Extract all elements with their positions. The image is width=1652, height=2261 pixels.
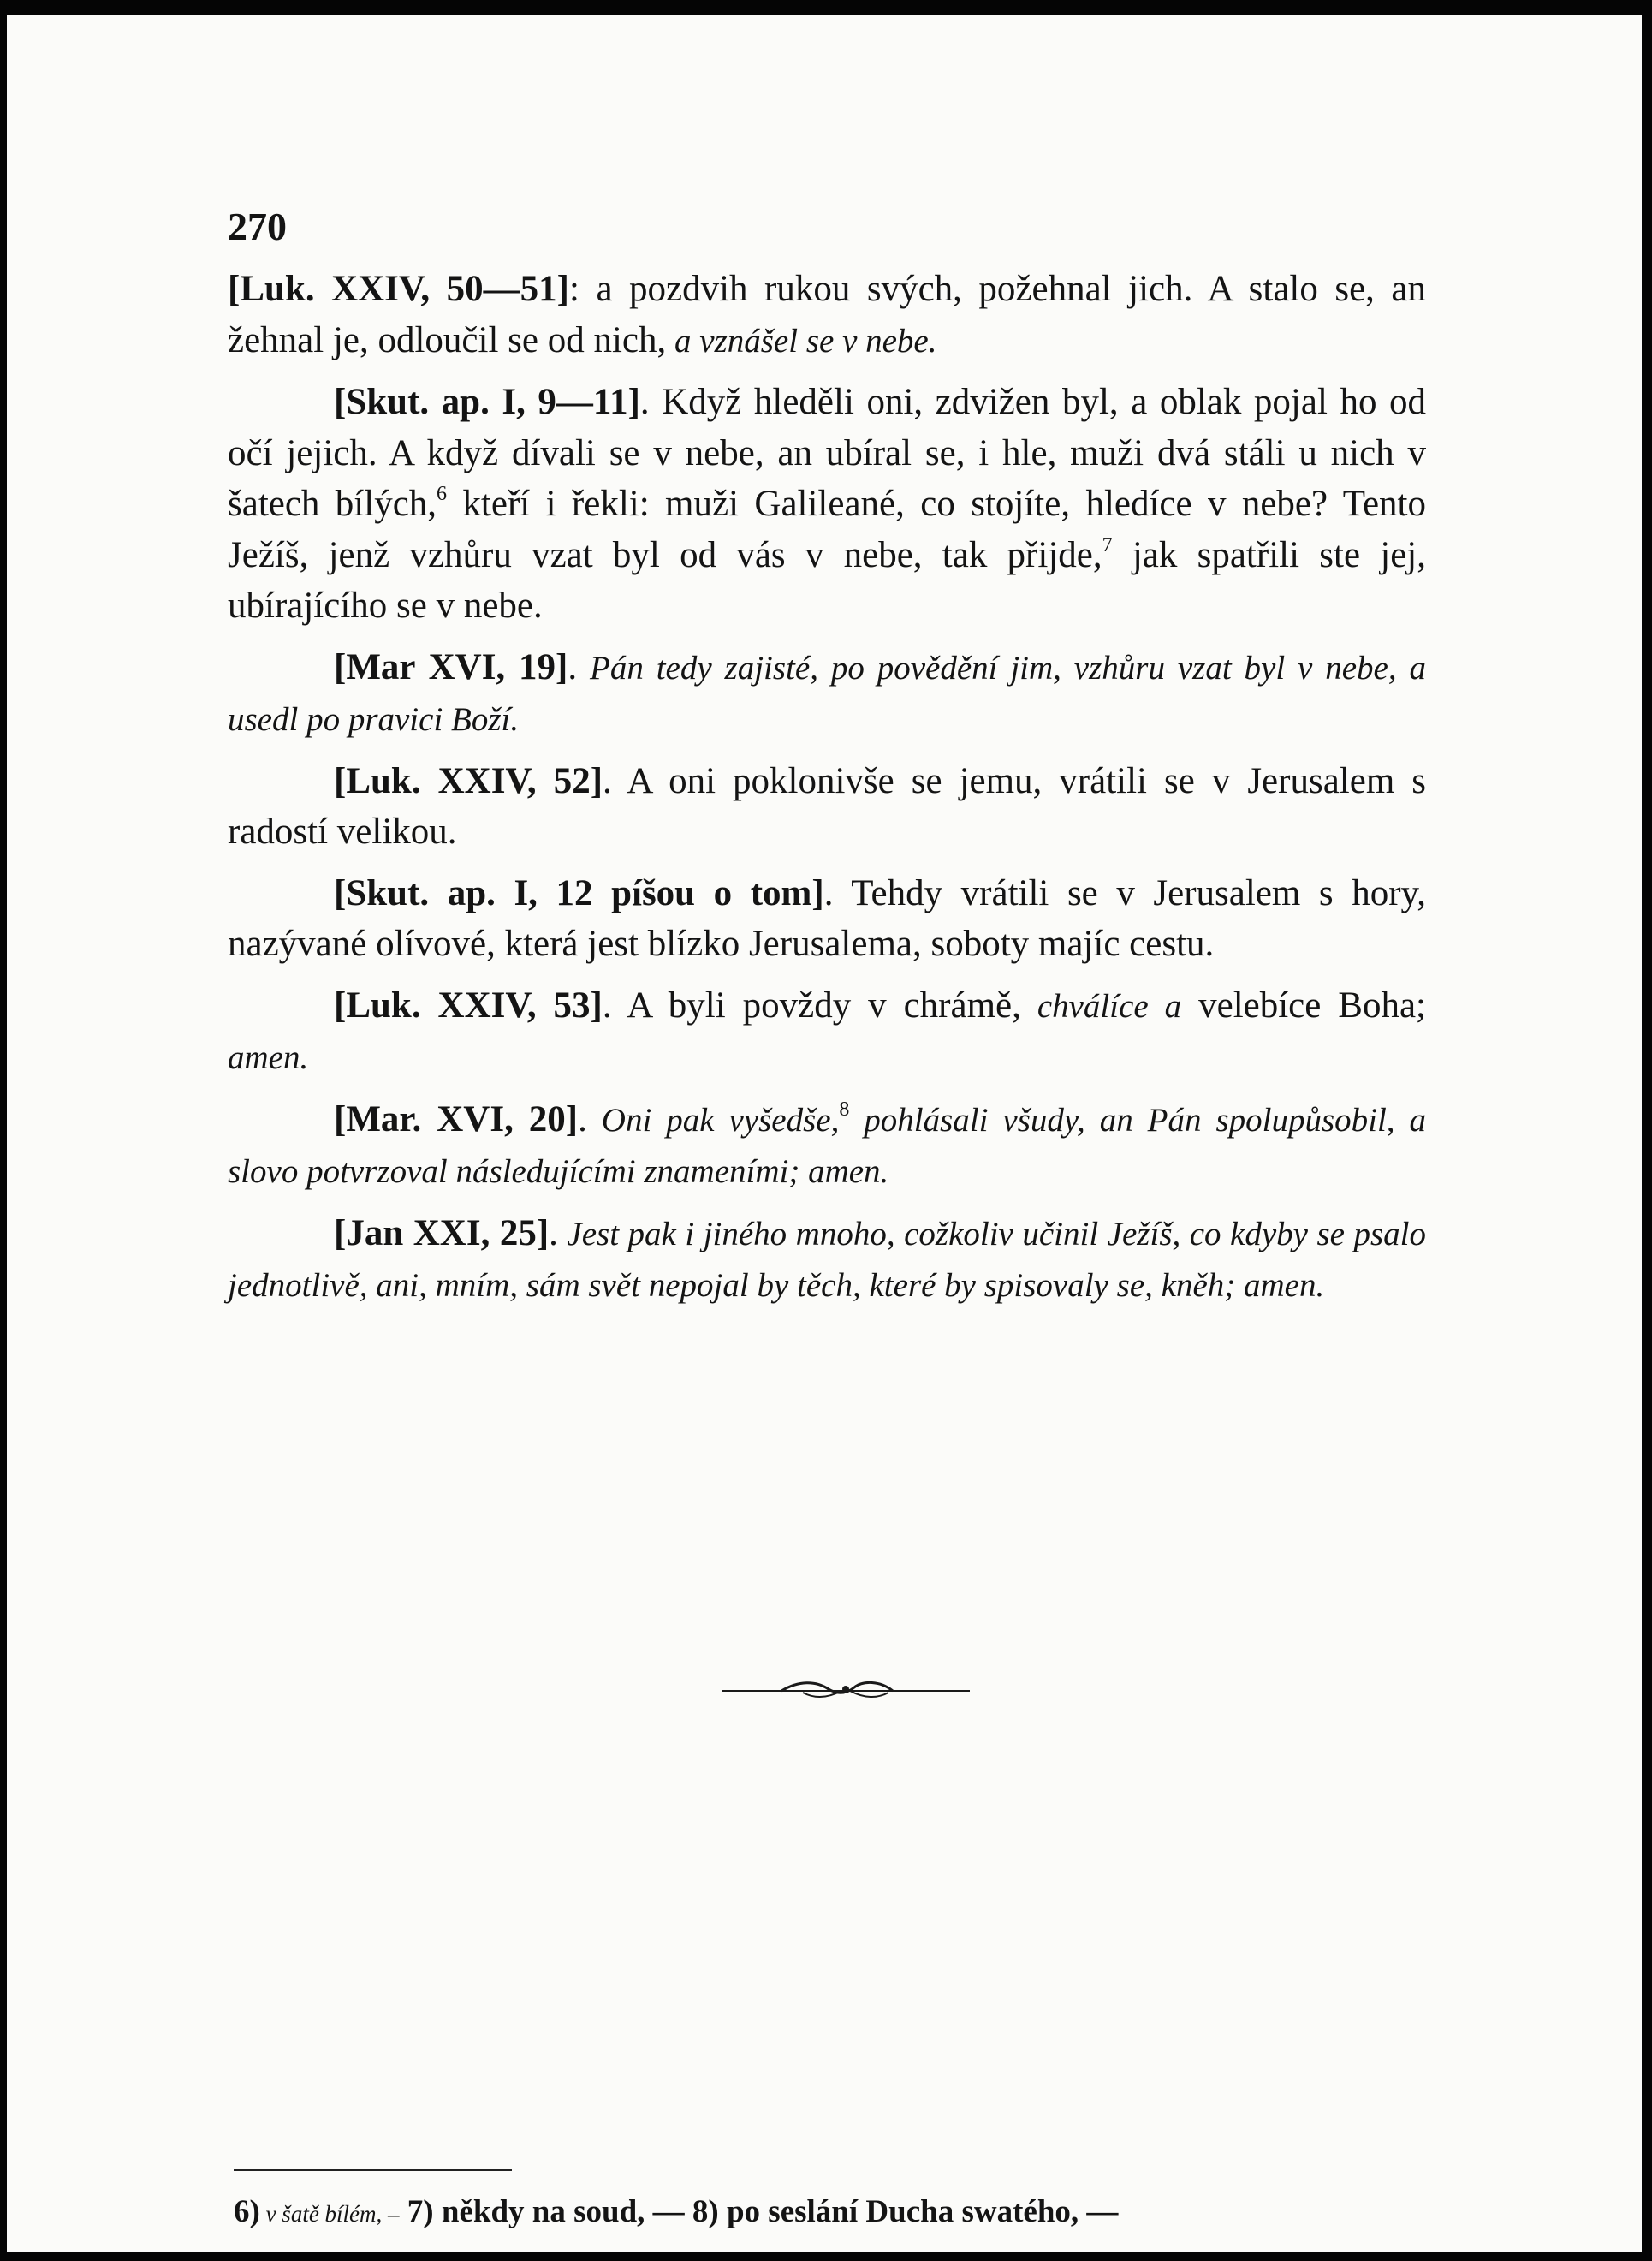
paragraph-7 [228,1094,1426,1198]
paragraph-1 [228,264,1426,366]
verse-text: . A byli povždy v chrámě, [602,985,1021,1026]
paragraph-3 [228,642,1426,746]
verse-italic: chválíce a [1020,987,1182,1025]
verse-text: kteří i řekli: muži Galileané, co stojíte, hledíce v nebe? Tento Ježíš, jenž vzhůru vzat byl od vás v nebe, tak přijde, [228,484,1426,575]
paragraph-6 [228,980,1426,1084]
verse-reference: [Luk. XXIV, 50—51] [228,269,569,309]
end-ornament [722,1672,970,1706]
verse-reference: [Skut. ap. I, 12 píšou o tom] [334,872,824,913]
verse-reference: [Mar. XVI, 20] [334,1098,579,1139]
paragraph-8 [228,1208,1426,1312]
footnote-6-text: v šatě bílém, – [259,2201,400,2227]
main-text [228,264,1426,1312]
verse-reference: [Jan XXI, 25] [334,1212,550,1253]
footnote-marker: 8 [839,1098,850,1121]
verse-italic: a vznášel se v nebe. [666,322,937,360]
verse-italic: Oni pak vyšedše, [586,1101,840,1139]
verse-reference: [Skut. ap. I, 9—11] [334,382,640,422]
verse-italic: amen. [228,1039,309,1076]
verse-text: . [568,646,578,687]
verse-text: . [578,1098,587,1139]
verse-reference: [Luk. XXIV, 52] [334,760,603,801]
verse-text: . Tehdy vrátili se v Jerusalem s hory, nazývané olívové, která jest blízko Jerusalema, soboty majíc cestu. [228,872,1427,964]
verse-reference: [Luk. XXIV, 53] [334,985,603,1026]
footnote-rule [234,2169,512,2171]
verse-italic: pohlásali všudy, an Pán spolupůsobil, a slovo potvrzoval následujícími znameními; amen. [228,1101,1426,1190]
footnote-marker: 6 [437,483,448,505]
verse-text: . A oni poklonivše se jemu, vrátili se v Jerusalem s radostí velikou. [228,760,1427,852]
paragraph-5 [228,868,1426,970]
verse-text: . Když hleděli oni, zdvižen byl, a oblak pojal ho od očí jejich. A když dívali se v nebe, an ubíral se, i hle, muži dvá stáli u nich v šatech bílých, [228,382,1427,524]
verse-italic: Jest pak i jiného mnoho, cožkoliv učinil Ježíš, co kdyby se psalo jednotlivě, ani, mním, sám svět nepojal by těch, které by spisovaly se, kněh; amen. [228,1215,1426,1304]
verse-italic: Pán tedy zajisté, po povědění jim, vzhůru vzat byl v nebe, a usedl po pravici Boží. [228,649,1426,738]
page-number: 270 [228,205,287,248]
verse-text: velebíce Boha; [1181,985,1426,1026]
verse-text: . [549,1212,558,1253]
paragraph-2 [228,377,1426,632]
verse-text: jak spatřili ste jej, ubírajícího se v nebe. [228,534,1427,626]
footnote-marker: 7 [1102,533,1113,556]
book-page [7,15,1642,2252]
footnote-6-number: 6) [234,2194,260,2229]
footnote-7-8-text: 7) někdy na soud, — 8) po seslání Ducha swatého, — [399,2194,1119,2229]
paragraph-4 [228,756,1426,858]
verse-reference: [Mar XVI, 19] [334,646,568,687]
verse-text: : a pozdvih rukou svých, požehnal jich. A stalo se, an žehnal je, odloučil se od nich, [228,269,1427,360]
footnotes [234,2190,1432,2236]
